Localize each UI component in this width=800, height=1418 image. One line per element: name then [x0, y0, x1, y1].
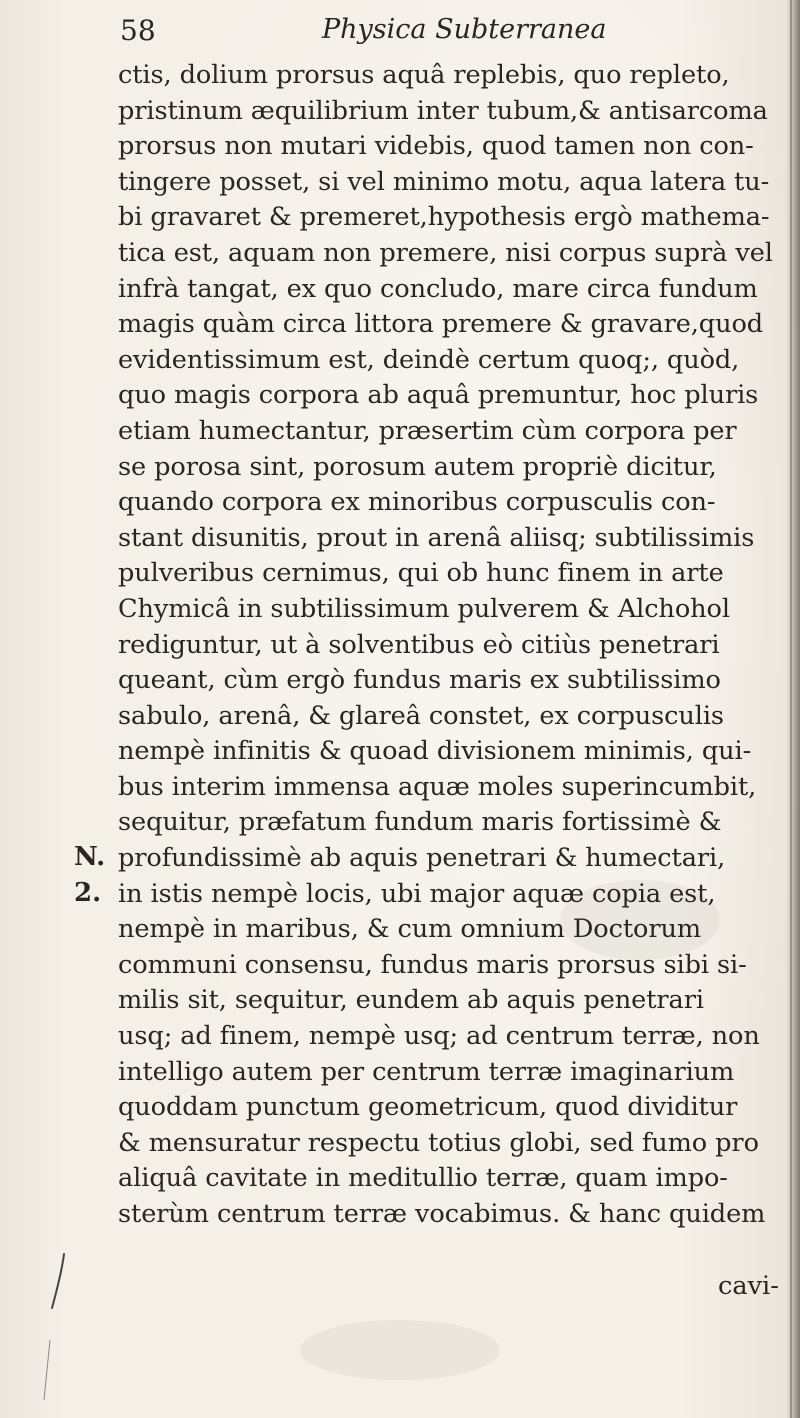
text-line: tingere posset, si vel minimo motu, aqua latera tu- — [118, 166, 770, 197]
margin-note: 2. — [74, 877, 102, 908]
text-line: usq; ad finem, nempè usq; ad centrum terræ, non — [118, 1021, 760, 1052]
pencil-mark — [36, 1250, 96, 1410]
paper-stain — [300, 1320, 500, 1380]
text-line: stant disunitis, prout in arenâ aliisq; subtilissimis — [118, 522, 755, 553]
text-line: communi consensu, fundus maris prorsus sibi si- — [118, 949, 747, 980]
text-line: sterùm centrum terræ vocabimus. & hanc quidem — [118, 1199, 766, 1229]
text-line: sabulo, arenâ, & glareâ constet, ex corpusculis — [118, 700, 724, 731]
text-line: pulveribus cernimus, qui ob hunc finem in arte — [118, 558, 724, 589]
text-line: quoddam punctum geometricum, quod dividitur — [118, 1092, 738, 1123]
page-edge-shadow — [786, 0, 800, 1418]
body-text — [118, 58, 794, 1233]
running-head: Physica Subterranea — [322, 14, 607, 45]
page-edge-line — [790, 0, 792, 1418]
text-line: ctis, dolium prorsus aquâ replebis, quo repleto, — [118, 60, 730, 90]
text-line: in istis nempè locis, ubi major aquæ copia est, — [118, 878, 716, 909]
text-line: se porosa sint, porosum autem propriè dicitur, — [118, 451, 717, 482]
text-line: etiam humectantur, præsertim cùm corpora per — [118, 415, 737, 446]
text-line: Chymicâ in subtilissimum pulverem & Alchohol — [118, 593, 730, 624]
page-header — [0, 0, 800, 60]
page-number: 58 — [120, 14, 156, 47]
text-line: rediguntur, ut à solventibus eò citiùs penetrari — [118, 629, 720, 660]
catchword: cavi- — [718, 1271, 779, 1301]
text-line: infrà tangat, ex quo concludo, mare circa fundum — [118, 273, 758, 304]
text-line: evidentissimum est, deindè certum quoq;, quòd, — [118, 344, 740, 375]
text-line: nempè infinitis & quoad divisionem minimis, qui- — [118, 736, 752, 767]
text-line: intelligo autem per centrum terræ imaginarium — [118, 1056, 735, 1087]
text-line: quando corpora ex minoribus corpusculis con- — [118, 487, 716, 518]
margin-note: N. — [74, 842, 106, 872]
text-line: sequitur, præfatum fundum maris fortissimè & — [118, 807, 722, 838]
margin-notes — [74, 840, 114, 911]
text-line: quo magis corpora ab aquâ premuntur, hoc pluris — [118, 380, 759, 411]
text-line: prorsus non mutari videbis, quod tamen non con- — [118, 131, 754, 162]
text-line: magis quàm circa littora premere & gravare,quod — [118, 309, 764, 340]
text-line: profundissimè ab aquis penetrari & humectari, — [118, 843, 726, 874]
text-line: pristinum æquilibrium inter tubum,& antisarcoma — [118, 95, 768, 126]
text-line: milis sit, sequitur, eundem ab aquis penetrari — [118, 985, 704, 1016]
text-line: bi gravaret & premeret,hypothesis ergò mathema- — [118, 202, 770, 233]
text-line: aliquâ cavitate in meditullio terræ, quam impo- — [118, 1163, 728, 1194]
text-line: bus interim immensa aquæ moles superincumbit, — [118, 771, 757, 802]
text-line: tica est, aquam non premere, nisi corpus suprà vel — [118, 237, 773, 268]
text-line: nempè in maribus, & cum omnium Doctorum — [118, 914, 702, 945]
text-line: & mensuratur respectu totius globi, sed fumo pro — [118, 1127, 759, 1158]
text-line: queant, cùm ergò fundus maris ex subtilissimo — [118, 665, 721, 696]
